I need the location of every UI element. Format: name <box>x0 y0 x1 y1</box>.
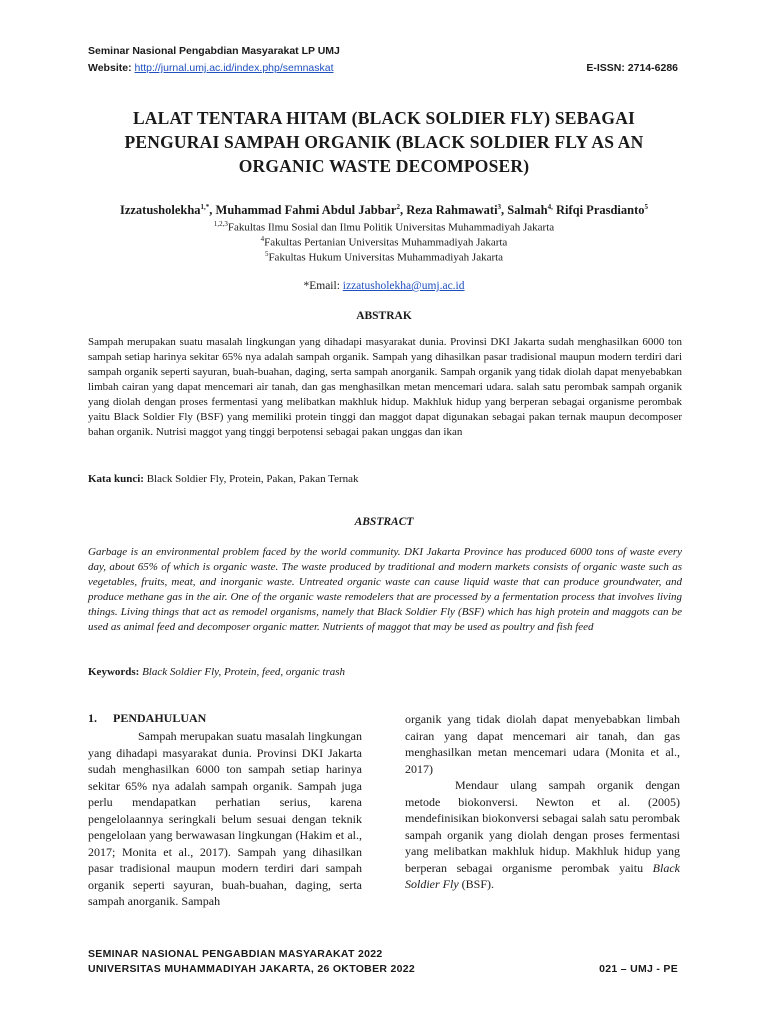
keywords-text: Black Soldier Fly, Protein, feed, organic trash <box>139 666 346 678</box>
conference-name: Seminar Nasional Pengabdian Masyarakat LP UMJ <box>88 45 340 57</box>
eissn: E-ISSN: 2714-6286 <box>586 62 678 74</box>
website-label: Website: <box>88 62 132 74</box>
author: Salmah$^{4,}$ <box>507 203 553 218</box>
right-column-paragraph-2: Mendaur ulang sampah organik dengan metode biokonversi. Newton et al. (2005) mendefinisikan biokonversi sebagai salah satu perombak sampah organik yang diolah dengan proses fermentasi yang melibatkan makhluk hidup. Makhluk hidup yang berperan sebagai organisme perombak yaitu Black Soldier Fly (BSF). <box>405 778 680 891</box>
left-column-text: Sampah merupakan suatu masalah lingkungan yang dihadapi masyarakat dunia. Provinsi DKI Jakarta sudah menghasilkan 6000 ton sampah setiap harinya sekitar 65% nya adalah sampah organik. Sampah juga perlu mendapatkan perhatian serius, karena pengelolaannya seringkali belum sesuai dengan teknik pengelolaan yang berwawasan lingkungan (Hakim et al., 2017; Monita et al., 2017). Sampah yang dihasilkan pasar tradisional maupun modern terdiri dari sampah organik seperti sayuran, buah-buahan, daging, serta sampah anorganik. Sampah <box>88 729 362 908</box>
kata-kunci-label: Kata kunci: <box>88 473 144 485</box>
author: Reza Rahmawati$^3$, <box>406 203 508 218</box>
email-link[interactable]: izzatusholekha@umj.ac.id <box>342 280 465 292</box>
keywords-label: Keywords: <box>88 666 140 678</box>
affiliation: $^5$Fakultas Hukum Universitas Muhammadiyah Jakarta <box>264 250 504 264</box>
section-number: 1. <box>88 711 97 725</box>
abstrak-heading: ABSTRAK <box>356 310 412 322</box>
footer-line-1: SEMINAR NASIONAL PENGABDIAN MASYARAKAT 2022 <box>88 948 383 960</box>
author: Muhammad Fahmi Abdul Jabbar$^2$, <box>215 203 407 218</box>
kata-kunci <box>88 473 682 485</box>
footer-line-2: UNIVERSITAS MUHAMMADIYAH JAKARTA, 26 OKTOBER 2022 <box>88 963 416 975</box>
title-line-2: PENGURAI SAMPAH ORGANIK (BLACK SOLDIER FLY AS AN <box>124 132 644 152</box>
author-list <box>40 203 728 218</box>
website-link[interactable]: http://jurnal.umj.ac.id/index.php/semnaskat <box>134 62 334 74</box>
email-label: *Email: <box>303 280 343 292</box>
website-line <box>88 62 334 74</box>
abstract-text: Garbage is an environmental problem faced by the world community. DKI Jakarta Province has produced 6000 tons of waste every day, about 65% of which is organic waste. The waste produced by traditional and modern markets consists of organic waste such as vegetables, fruits, meat, and inorganic waste. Untreated organic waste can cause liquid waste that can produce groundwater, and produce methane gas in the air. One of the organic waste remodelers that are processed by a fermentation process that involves living things. Living things that act as remodel organisms, namely that Black Soldier Fly (BSF) which has high protein and maggots can be used as animal feed and decomposer organic matter. Nutrients of maggot that may be used as poultry and fish feed <box>88 546 682 633</box>
section-title: PENDAHULUAN <box>113 711 207 725</box>
kata-kunci-text: Black Soldier Fly, Protein, Pakan, Pakan Ternak <box>143 473 359 485</box>
right-column-paragraph-1: organik yang tidak diolah dapat menyebabkan limbah cairan yang dapat mencemari air tanah, dan gas menghasilkan metan mencemari udara (Monita et al., 2017) <box>405 712 680 776</box>
abstract-heading: ABSTRACT <box>354 516 414 528</box>
affiliation: $^{1,2,3}$Fakultas Ilmu Sosial dan Ilmu Politik Universitas Muhammadiyah Jakarta <box>213 220 555 234</box>
footer-page-id: 021 – UMJ - PE <box>599 963 678 975</box>
keywords <box>88 666 682 678</box>
corresponding-email <box>40 280 728 292</box>
abstrak-text: Sampah merupakan suatu masalah lingkungan yang dihadapi masyarakat dunia. Provinsi DKI Jakarta sudah menghasilkan 6000 ton sampah setiap harinya sekitar 65% nya adalah sampah organik. Sampah yang dihasilkan pasar tradisional maupun modern terdiri dari sampah organik seperti sayuran, buah-buahan, daging, serta sampah anorganik. Sampah organik yang tidak diolah dapat menyebabkan limbah cairan yang dapat mencemari air tanah, dan gas menghasilkan metan mencemari udara. salah satu perombak sampah organik yang diolah dengan proses fermentasi yang melibatkan makhluk hidup. Makhluk hidup yang berperan sebagai organisme perombak yaitu Black Soldier Fly (BSF) yang memiliki protein tinggi dan maggot dapat digunakan sebagai pakan ternak maupun decomposer bahan organik. Nutrisi maggot yang tinggi berpotensi sebagai pakan unggas dan ikan <box>88 336 682 438</box>
author: Rifqi Prasdianto$^5$ <box>555 203 649 218</box>
section-heading <box>88 711 206 726</box>
paper-title <box>40 106 728 178</box>
title-line-3: ORGANIC WASTE DECOMPOSER) <box>238 156 530 176</box>
affiliation: $^4$Fakultas Pertanian Universitas Muhammadiyah Jakarta <box>260 235 508 249</box>
author: Izzatusholekha$^{1,*}$, <box>119 203 216 218</box>
title-line-1: LALAT TENTARA HITAM (BLACK SOLDIER FLY) SEBAGAI <box>132 108 636 128</box>
